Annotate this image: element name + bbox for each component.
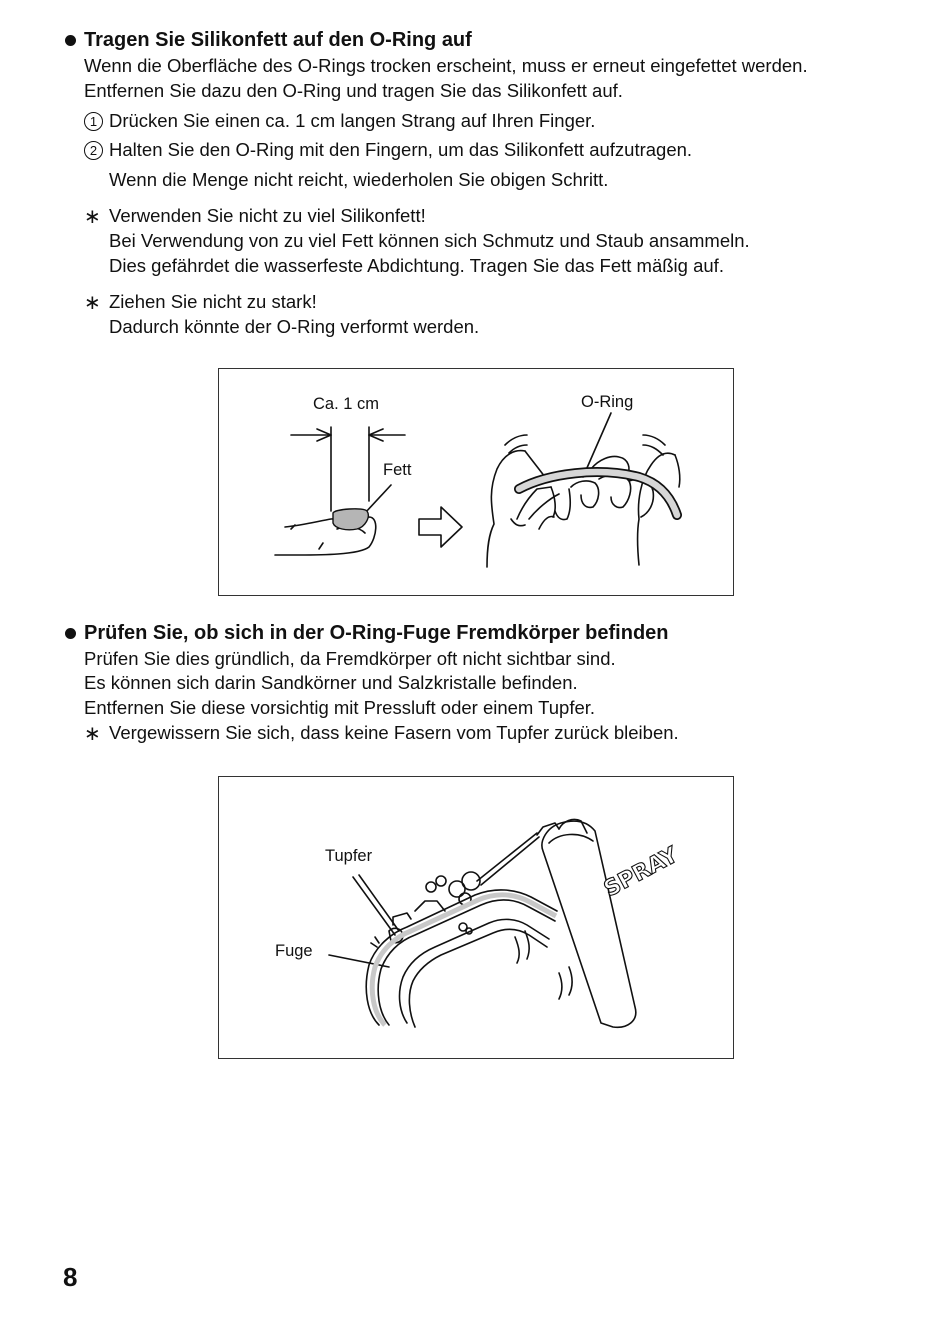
page-number: 8 <box>63 1262 78 1292</box>
label-oring: O-Ring <box>581 393 634 411</box>
note-1-line-1: Verwenden Sie nicht zu viel Silikonfett! <box>109 205 426 226</box>
step-number-2: 2 <box>84 141 103 160</box>
section1-intro-line-1: Wenn die Oberfläche des O-Rings trocken erscheint, muss er erneut eingefettet werden. <box>84 55 808 76</box>
section2-line-2: Es können sich darin Sandkörner und Salzkristalle befinden. <box>84 672 578 693</box>
note-2-line-1: Ziehen Sie nicht zu stark! <box>109 291 317 312</box>
figure-groove-cleaning <box>218 776 734 1059</box>
bullet-dot <box>65 628 76 639</box>
bullet-dot <box>65 35 76 46</box>
step-1-text: Drücken Sie einen ca. 1 cm langen Strang auf Ihren Finger. <box>109 110 596 131</box>
groove-cleaning-illustration <box>219 777 733 1058</box>
note-2-line-2: Dadurch könnte der O-Ring verformt werden. <box>109 316 480 337</box>
note-star-icon: ∗ <box>84 723 101 745</box>
note-star-icon: ∗ <box>84 292 101 314</box>
step-2-text: Halten Sie den O-Ring mit den Fingern, um das Silikonfett aufzutragen. <box>109 139 693 160</box>
note-star-icon: ∗ <box>84 206 101 228</box>
section2-line-1: Prüfen Sie dies gründlich, da Fremdkörper oft nicht sichtbar sind. <box>84 648 616 669</box>
spray-can-label: SPRAY <box>600 842 683 903</box>
label-groove: Fuge <box>275 942 313 960</box>
step-note: Wenn die Menge nicht reicht, wiederholen Sie obigen Schritt. <box>109 169 609 190</box>
label-grease: Fett <box>383 461 412 479</box>
section1-intro-line-2: Entfernen Sie dazu den O-Ring und tragen Sie das Silikonfett auf. <box>84 80 623 101</box>
section2-line-3: Entfernen Sie diese vorsichtig mit Pressluft oder einem Tupfer. <box>84 697 596 718</box>
note-1-line-3: Dies gefährdet die wasserfeste Abdichtung. Tragen Sie das Fett mäßig auf. <box>109 255 724 276</box>
label-swab: Tupfer <box>325 847 373 865</box>
grease-illustration <box>219 369 733 595</box>
note-1-line-2: Bei Verwendung von zu viel Fett können sich Schmutz und Staub ansammeln. <box>109 230 750 251</box>
label-length: Ca. 1 cm <box>313 395 380 413</box>
section2-title: Prüfen Sie, ob sich in der O-Ring-Fuge Fremdkörper befinden <box>84 622 669 644</box>
figure-grease-application <box>218 368 734 596</box>
step-number-1: 1 <box>84 112 103 131</box>
section2-note: Vergewissern Sie sich, dass keine Fasern vom Tupfer zurück bleiben. <box>109 722 679 743</box>
section1-title: Tragen Sie Silikonfett auf den O-Ring auf <box>84 29 472 51</box>
